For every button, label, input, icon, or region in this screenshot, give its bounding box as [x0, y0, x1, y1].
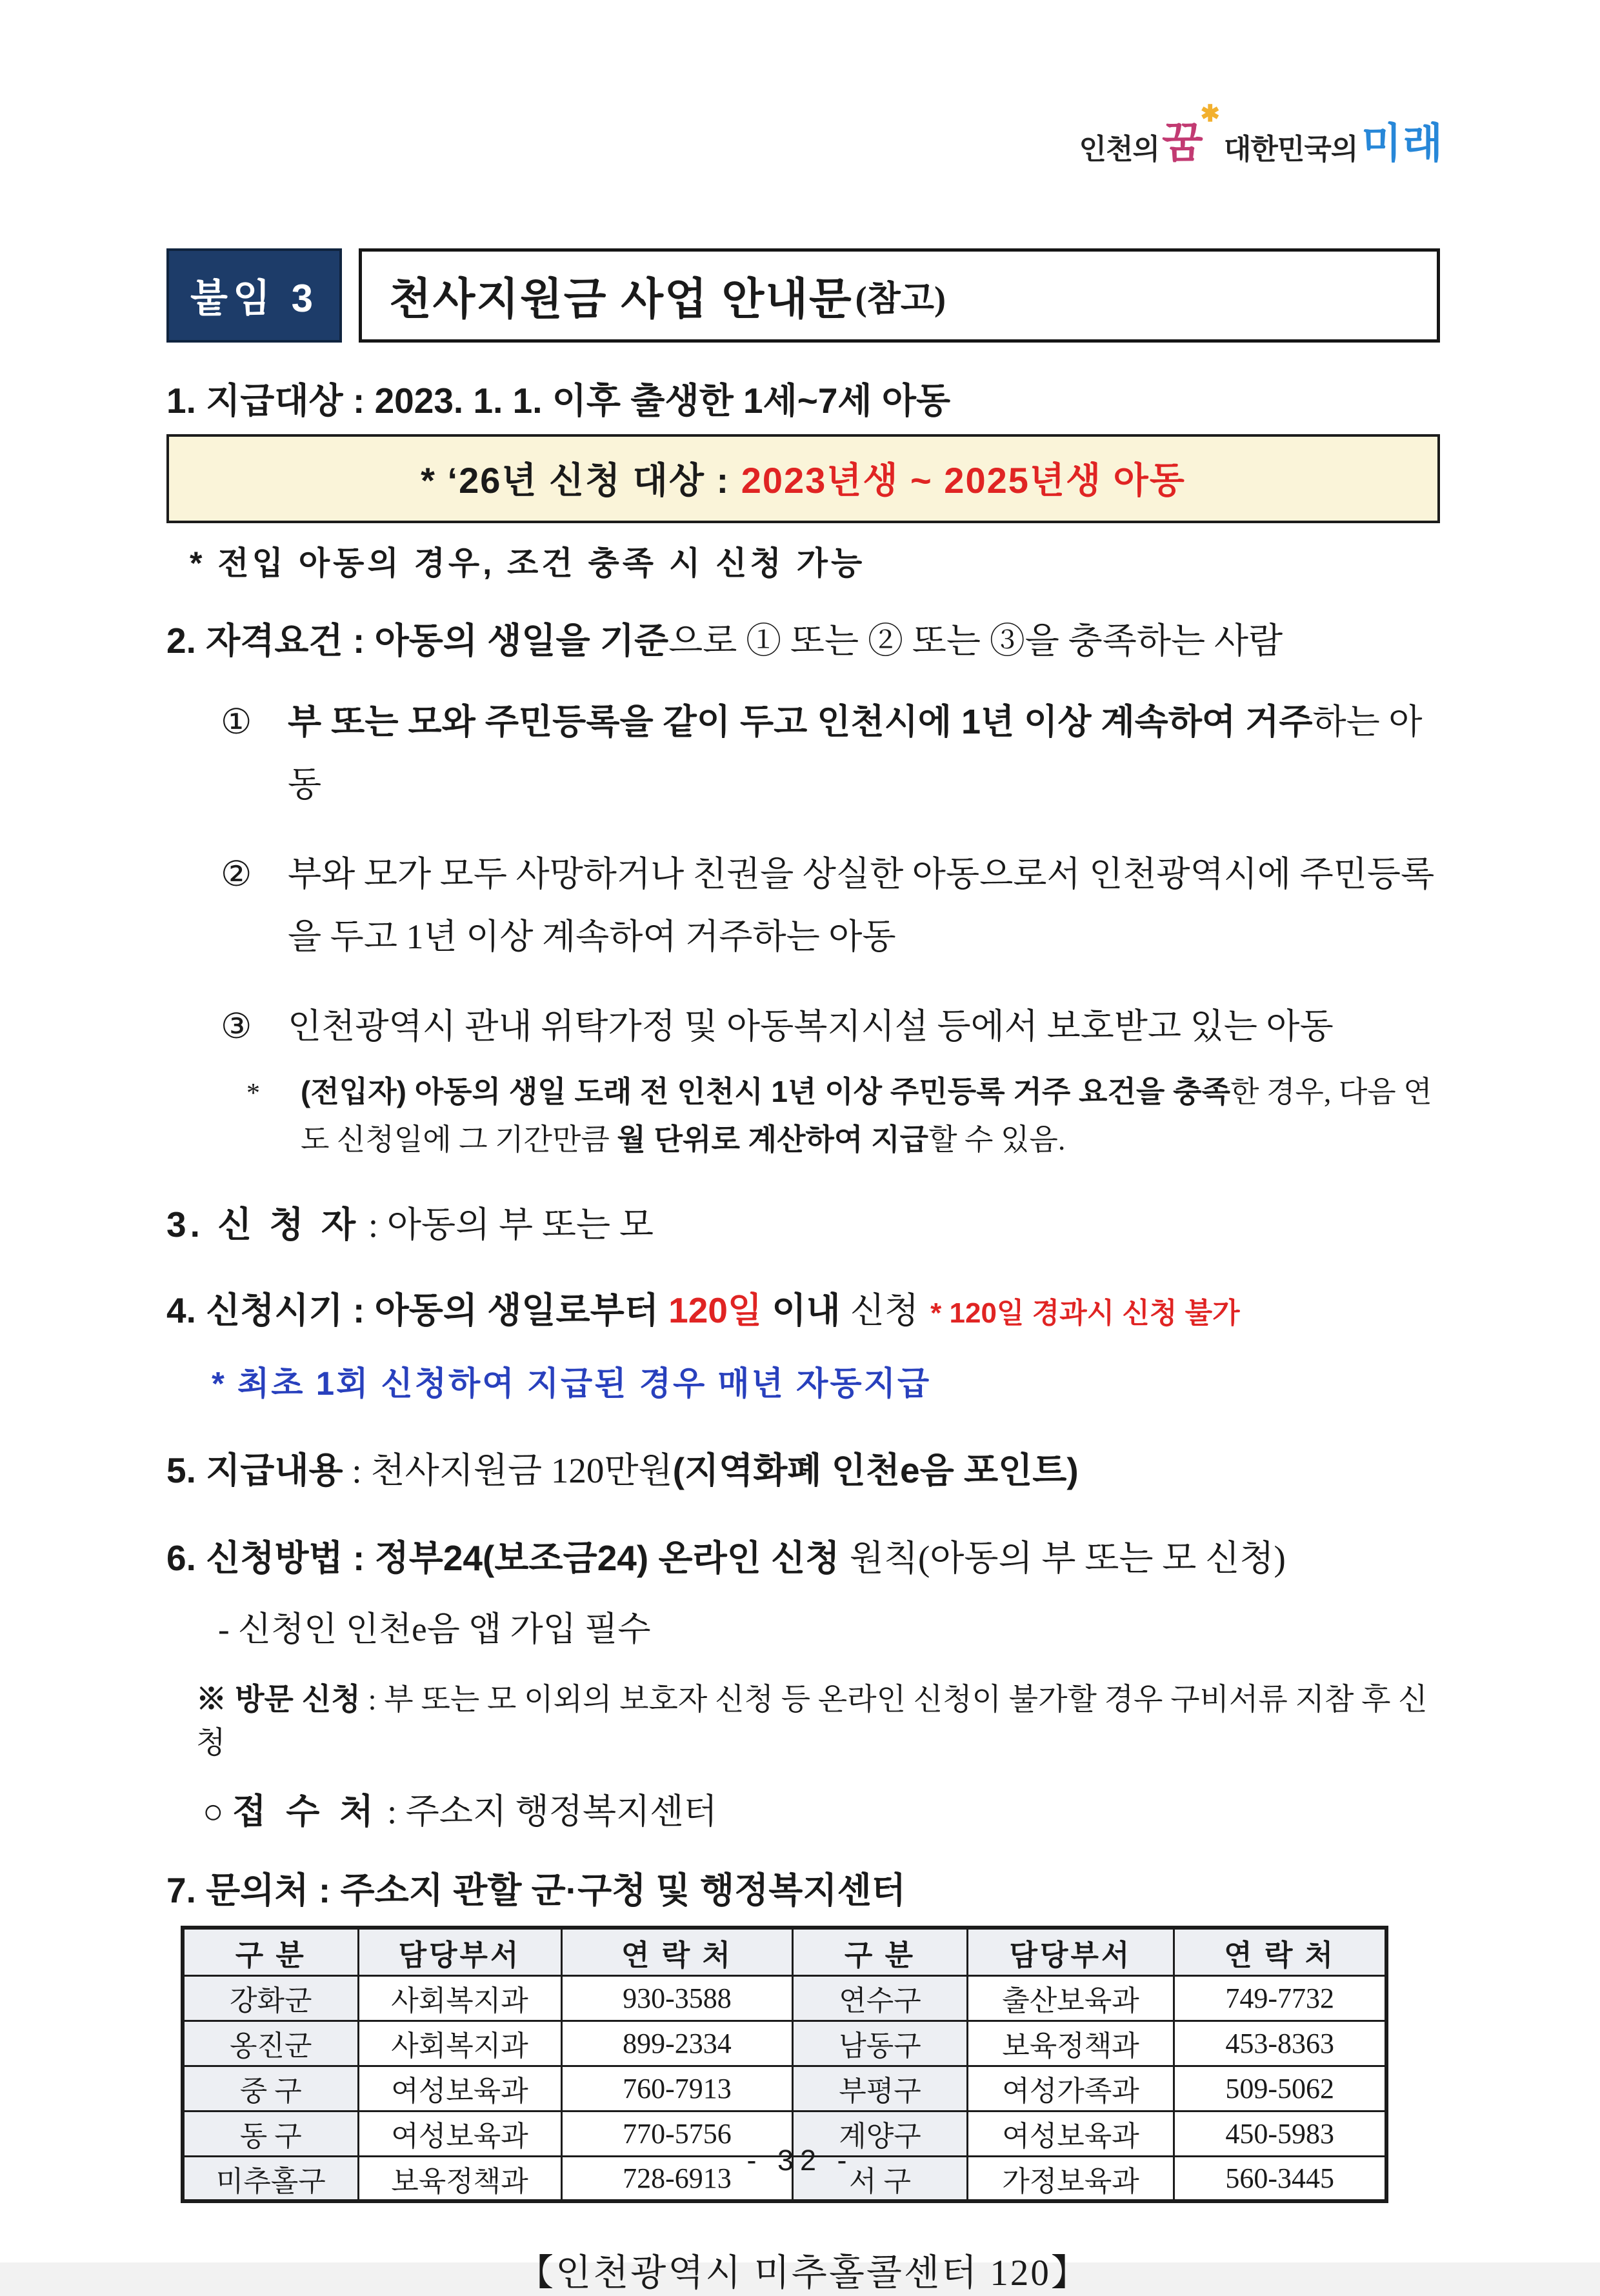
department-cell: 사회복지과 — [358, 2021, 561, 2066]
district-cell: 남동구 — [793, 2021, 967, 2066]
district-cell: 미추홀구 — [183, 2156, 358, 2201]
title-box — [359, 248, 1440, 343]
district-cell: 동 구 — [183, 2111, 358, 2156]
col-header-phone: 연 락 처 — [561, 1928, 793, 1975]
department-cell: 여성보육과 — [358, 2111, 561, 2156]
section-6-label: 6. 신청방법 — [166, 1537, 343, 1578]
district-cell: 옹진군 — [183, 2021, 358, 2066]
deadline-120-days: 120일 — [668, 1290, 763, 1331]
section-3-body: 아동의 부 또는 모 — [386, 1204, 654, 1244]
phone-cell: 728-6913 — [561, 2156, 793, 2201]
eeum-app-requirement: - 신청인 인천e음 앱 가입 필수 — [218, 1610, 651, 1648]
section-7-label: 7. 문의처 — [166, 1870, 309, 1910]
district-cell: 중 구 — [183, 2066, 358, 2111]
phone-cell: 450-5983 — [1174, 2111, 1386, 2156]
phone-cell: 509-5062 — [1174, 2066, 1386, 2111]
document-content — [166, 248, 1440, 2296]
eligibility-item-1: ① 부 또는 모와 주민등록을 같이 두고 인천시에 1년 이상 계속하여 거주하는 아동 — [166, 691, 1440, 816]
district-cell: 서 구 — [793, 2156, 967, 2201]
section-3-applicant: 3. 신 청 자 : 아동의 부 또는 모 — [166, 1204, 654, 1244]
logo-dream-wrap — [1162, 100, 1220, 166]
section-1-label: 1. 지급대상 — [166, 381, 343, 421]
col-header-district: 구 분 — [183, 1928, 358, 1975]
department-cell: 여성보육과 — [358, 2066, 561, 2111]
section-3-label: 3. 신 청 자 — [166, 1204, 360, 1244]
logo-text-korea: 대한민국의 — [1223, 134, 1358, 165]
district-cell: 부평구 — [793, 2066, 967, 2111]
section-5-payment-details: 5. 지급내용 : 천사지원금 120만원(지역화폐 인천e음 포인트) — [166, 1450, 1079, 1491]
page-number: - 32 - — [746, 2144, 854, 2177]
table-row — [183, 2021, 1386, 2066]
attachment-badge: 붙임 3 — [166, 248, 342, 343]
phone-cell: 760-7913 — [561, 2066, 793, 2111]
transfer-child-note: * 전입 아동의 경우, 조건 충족 시 신청 가능 — [190, 544, 866, 581]
district-cell: 계양구 — [793, 2111, 967, 2156]
department-cell: 출산보육과 — [967, 1975, 1174, 2021]
phone-cell: 930-3588 — [561, 1975, 793, 2021]
district-cell: 연수구 — [793, 1975, 967, 2021]
asterisk-marker: * — [246, 1079, 260, 1109]
phone-cell: 453-8363 — [1174, 2021, 1386, 2066]
section-7-contact: 7. 문의처 : 주소지 관할 군·구청 및 행정복지센터 — [166, 1870, 906, 1910]
page-title-suffix: (참고) — [855, 279, 946, 318]
circled-2-marker: ② — [221, 854, 252, 893]
phone-cell: 749-7732 — [1174, 1975, 1386, 2021]
circle-marker: ○ — [203, 1792, 233, 1831]
district-cell: 강화군 — [183, 1975, 358, 2021]
col-header-department: 담당부서 — [358, 1928, 561, 1975]
department-cell: 여성가족과 — [967, 2066, 1174, 2111]
logo-text-dream: 꿈 — [1162, 119, 1203, 166]
logo-text-incheon: 인천의 — [1079, 134, 1160, 165]
circled-1-marker: ① — [221, 702, 252, 741]
phone-cell: 560-3445 — [1174, 2156, 1386, 2201]
col-header-phone: 연 락 처 — [1174, 1928, 1386, 1975]
phone-cell: 770-5756 — [561, 2111, 793, 2156]
reception-office-line: ○ 접 수 처 : 주소지 행정복지센터 — [203, 1792, 717, 1831]
col-header-department: 담당부서 — [967, 1928, 1174, 1975]
section-2-label: 2. 자격요건 — [166, 620, 343, 661]
department-cell: 여성보육과 — [967, 2111, 1174, 2156]
table-row — [183, 1975, 1386, 2021]
col-header-district: 구 분 — [793, 1928, 967, 1975]
section-5-label: 5. 지급내용 — [166, 1450, 343, 1491]
section-2-eligibility: 2. 자격요건 : 아동의 생일을 기준으로 ① 또는 ② 또는 ③을 충족하는 사람 — [166, 620, 1283, 661]
eligibility-item-3: ③ 인천광역시 관내 위탁가정 및 아동복지시설 등에서 보호받고 있는 아동 — [166, 995, 1440, 1058]
table-row — [183, 2066, 1386, 2111]
section-7-body: 주소지 관할 군·구청 및 행정복지센터 — [340, 1870, 906, 1910]
document-header — [166, 248, 1440, 343]
deadline-warning: * 120일 경과시 신청 불가 — [930, 1297, 1240, 1330]
highlight-box-2026-target — [166, 434, 1440, 523]
department-cell: 보육정책과 — [358, 2156, 561, 2201]
logo-text-future: 미래 — [1361, 120, 1444, 166]
eligibility-item-2: ② 부와 모가 모두 사망하거나 친권을 상실한 아동으로서 인천광역시에 주민등록을 두고 1년 이상 계속하여 거주하는 아동 — [166, 843, 1440, 968]
section-4-application-period: 4. 신청시기 : 아동의 생일로부터 120일 이내 신청 * 120일 경과시 신청 불가 — [166, 1290, 1240, 1331]
circled-3-marker: ③ — [221, 1007, 252, 1046]
section-1-recipients: 1. 지급대상 : 2023. 1. 1. 이후 출생한 1세~7세 아동 — [166, 381, 951, 421]
section-6-application-method: 6. 신청방법 : 정부24(보조금24) 온라인 신청 원칙(아동의 부 또는 모 신청) — [166, 1537, 1286, 1578]
auto-payment-note: * 최초 1회 신청하여 지급된 경우 매년 자동지급 — [212, 1365, 932, 1403]
contact-table-header-row — [183, 1928, 1386, 1975]
page-title: 천사지원금 사업 안내문 — [389, 274, 853, 324]
phone-cell: 899-2334 — [561, 2021, 793, 2066]
incheon-dream-logo — [1079, 100, 1444, 166]
section-4-label: 4. 신청시기 — [166, 1290, 343, 1331]
highlight-red-text: 2023년생 ~ 2025년생 아동 — [741, 459, 1186, 501]
visit-application-note: ※ 방문 신청 : 부 또는 모 이외의 보호자 신청 등 온라인 신청이 불가할 경우 구비서류 지참 후 신청 — [196, 1681, 1428, 1760]
transferee-calculation-note: * (전입자) 아동의 생일 도래 전 인천시 1년 이상 주민등록 거주 요건을 충족한 경우, 다음 연도 신청일에 그 기간만큼 월 단위로 계산하여 지급할 수 있음. — [166, 1068, 1440, 1163]
reference-marker: ※ — [196, 1681, 235, 1716]
star-icon: ✱ — [1200, 100, 1220, 126]
department-cell: 보육정책과 — [967, 2021, 1174, 2066]
section-1-body: 2023. 1. 1. 이후 출생한 1세~7세 아동 — [374, 381, 951, 421]
highlight-prefix: * ‘26년 신청 대상 : — [421, 459, 741, 501]
department-cell: 사회복지과 — [358, 1975, 561, 2021]
department-cell: 가정보육과 — [967, 2156, 1174, 2201]
callcenter-line: 【인천광역시 미추홀콜센터 120】 — [517, 2253, 1090, 2294]
